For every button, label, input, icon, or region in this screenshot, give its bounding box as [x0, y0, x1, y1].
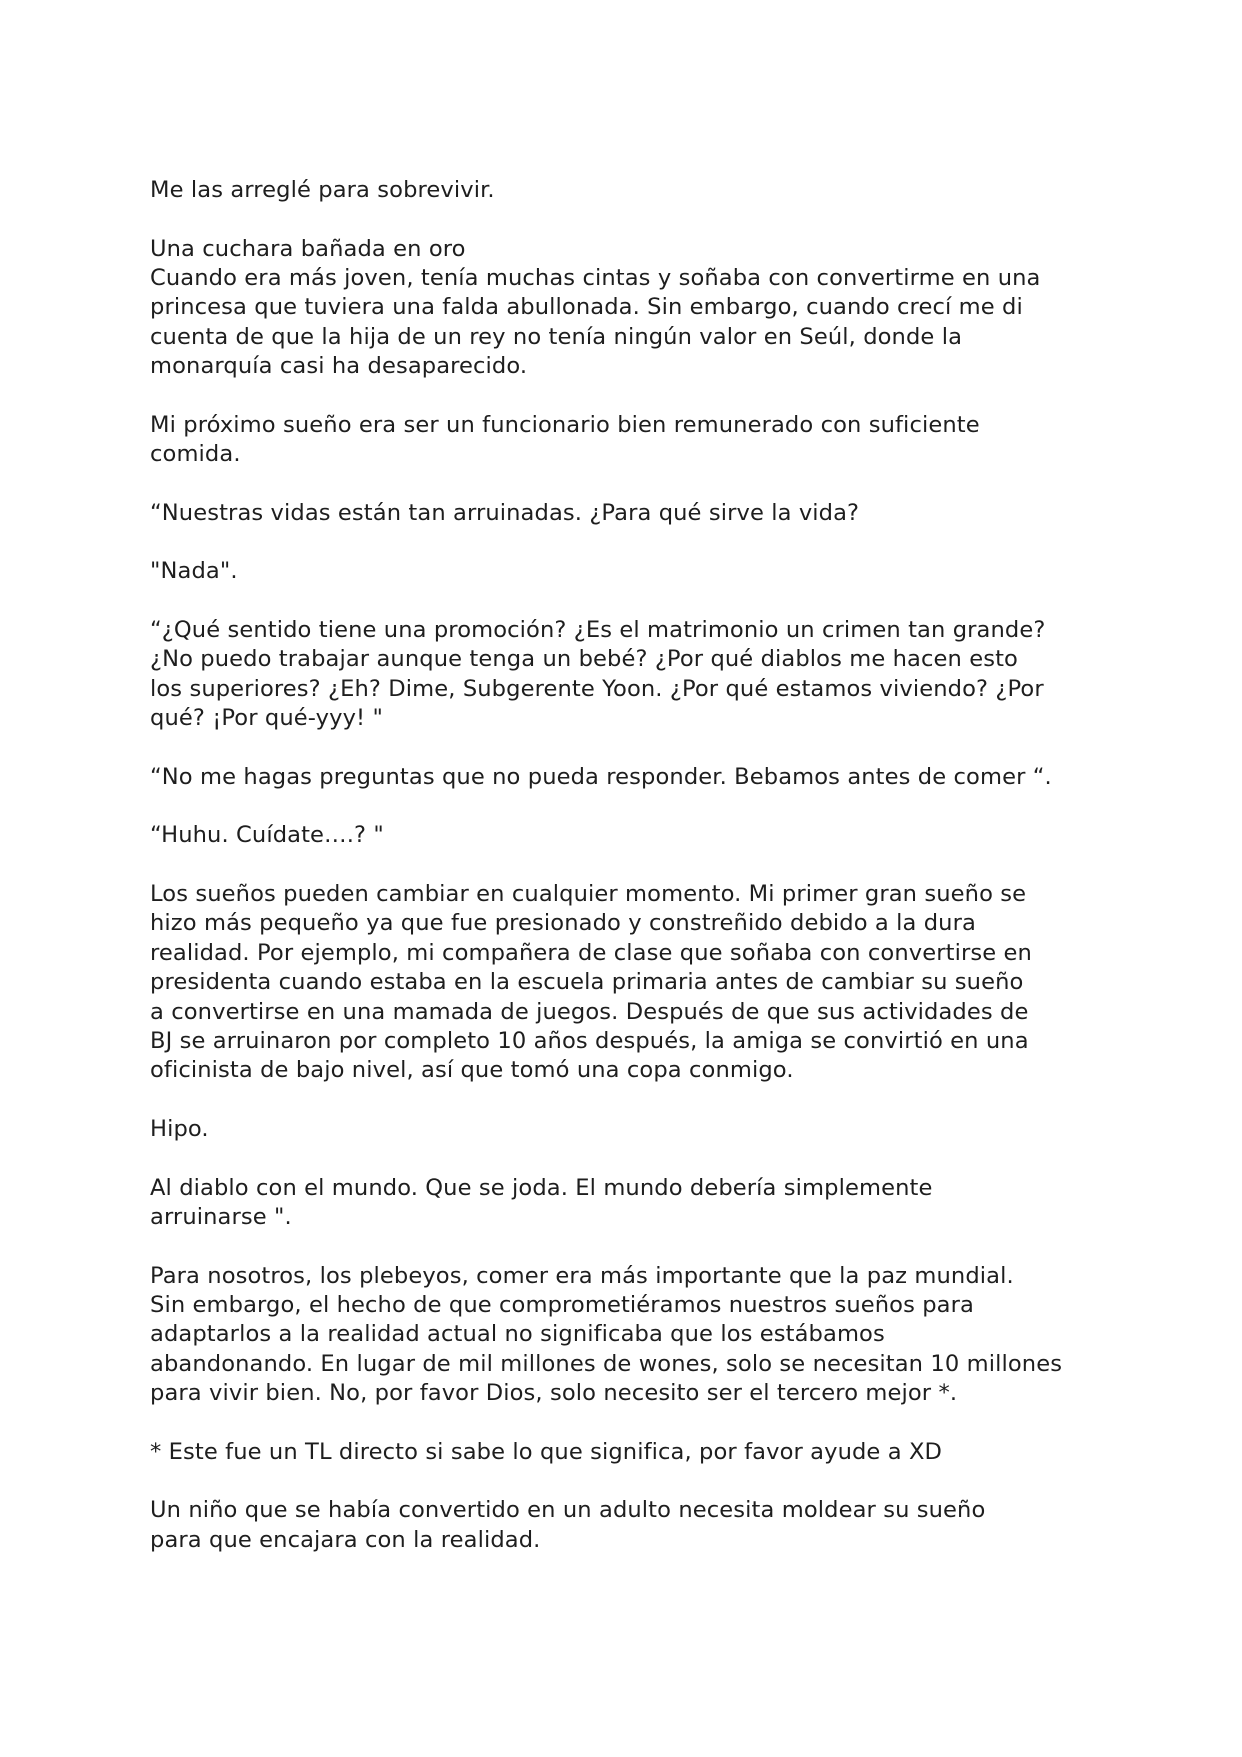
text-line: hizo más pequeño ya que fue presionado y constreñido debido a la dura — [150, 910, 976, 937]
text-line: presidenta cuando estaba en la escuela primaria antes de cambiar su sueño — [150, 969, 1024, 996]
paragraph-8 — [150, 821, 1100, 850]
text-line: adaptarlos a la realidad actual no significaba que los estábamos — [150, 1321, 885, 1348]
text-line: para vivir bien. No, por favor Dios, solo necesito ser el tercero mejor *. — [150, 1380, 958, 1407]
text-line: Un niño que se había convertido en un adulto necesita moldear su sueño — [150, 1497, 986, 1524]
text-line: * Este fue un TL directo si sabe lo que significa, por favor ayude a XD — [150, 1438, 943, 1465]
text-line: Sin embargo, el hecho de que comprometiéramos nuestros sueños para — [150, 1292, 974, 1319]
text-line: comida. — [150, 441, 241, 468]
paragraph-1 — [150, 176, 1100, 205]
paragraph-6 — [150, 616, 1100, 734]
text-line: cuenta de que la hija de un rey no tenía ningún valor en Seúl, donde la — [150, 323, 963, 350]
paragraph-3 — [150, 411, 1100, 470]
text-line: Al diablo con el mundo. Que se joda. El mundo debería simplemente — [150, 1174, 933, 1201]
text-line: monarquía casi ha desaparecido. — [150, 353, 528, 380]
paragraph-7 — [150, 763, 1100, 792]
paragraph-9 — [150, 880, 1100, 1086]
paragraph-11 — [150, 1174, 1100, 1233]
text-line: Para nosotros, los plebeyos, comer era más importante que la paz mundial. — [150, 1262, 1014, 1289]
paragraph-4 — [150, 499, 1100, 528]
text-line: Cuando era más joven, tenía muchas cintas y soñaba con convertirme en una — [150, 265, 1041, 291]
paragraph-10 — [150, 1115, 1100, 1144]
text-line: "Nada". — [150, 558, 238, 585]
paragraph-14 — [150, 1496, 1100, 1555]
text-line: Mi próximo sueño era ser un funcionario bien remunerado con suficiente — [150, 411, 980, 438]
text-line: “No me hagas preguntas que no pueda responder. Bebamos antes de comer “. — [150, 763, 1052, 790]
text-line: “Nuestras vidas están tan arruinadas. ¿Para qué sirve la vida? — [150, 499, 860, 526]
text-line: ¿No puedo trabajar aunque tenga un bebé? ¿Por qué diablos me hacen esto — [150, 646, 1018, 673]
document-page — [150, 176, 1100, 1584]
paragraph-13 — [150, 1438, 1100, 1467]
text-line: Me las arreglé para sobrevivir. — [150, 177, 495, 203]
text-line: los superiores? ¿Eh? Dime, Subgerente Yoon. ¿Por qué estamos viviendo? ¿Por — [150, 675, 1044, 702]
text-line: qué? ¡Por qué-yyy! " — [150, 705, 383, 732]
paragraph-2 — [150, 235, 1100, 382]
text-line: para que encajara con la realidad. — [150, 1526, 541, 1553]
paragraph-12 — [150, 1262, 1100, 1409]
text-line: Una cuchara bañada en oro — [150, 235, 466, 262]
text-line: princesa que tuviera una falda abullonada. Sin embargo, cuando crecí me di — [150, 294, 1023, 321]
paragraph-5 — [150, 557, 1100, 586]
text-line: “¿Qué sentido tiene una promoción? ¿Es el matrimonio un crimen tan grande? — [150, 617, 1046, 643]
text-line: a convertirse en una mamada de juegos. Después de que sus actividades de — [150, 998, 1029, 1025]
text-line: arruinarse ". — [150, 1204, 292, 1231]
text-line: Los sueños pueden cambiar en cualquier momento. Mi primer gran sueño se — [150, 881, 1027, 907]
text-line: abandonando. En lugar de mil millones de wones, solo se necesitan 10 millones — [150, 1350, 1063, 1377]
text-line: oficinista de bajo nivel, así que tomó una copa conmigo. — [150, 1057, 794, 1084]
text-line: BJ se arruinaron por completo 10 años después, la amiga se convirtió en una — [150, 1028, 1029, 1055]
text-line: Hipo. — [150, 1116, 209, 1143]
text-line: realidad. Por ejemplo, mi compañera de clase que soñaba con convertirse en — [150, 939, 1032, 966]
text-line: “Huhu. Cuídate….? " — [150, 822, 384, 849]
